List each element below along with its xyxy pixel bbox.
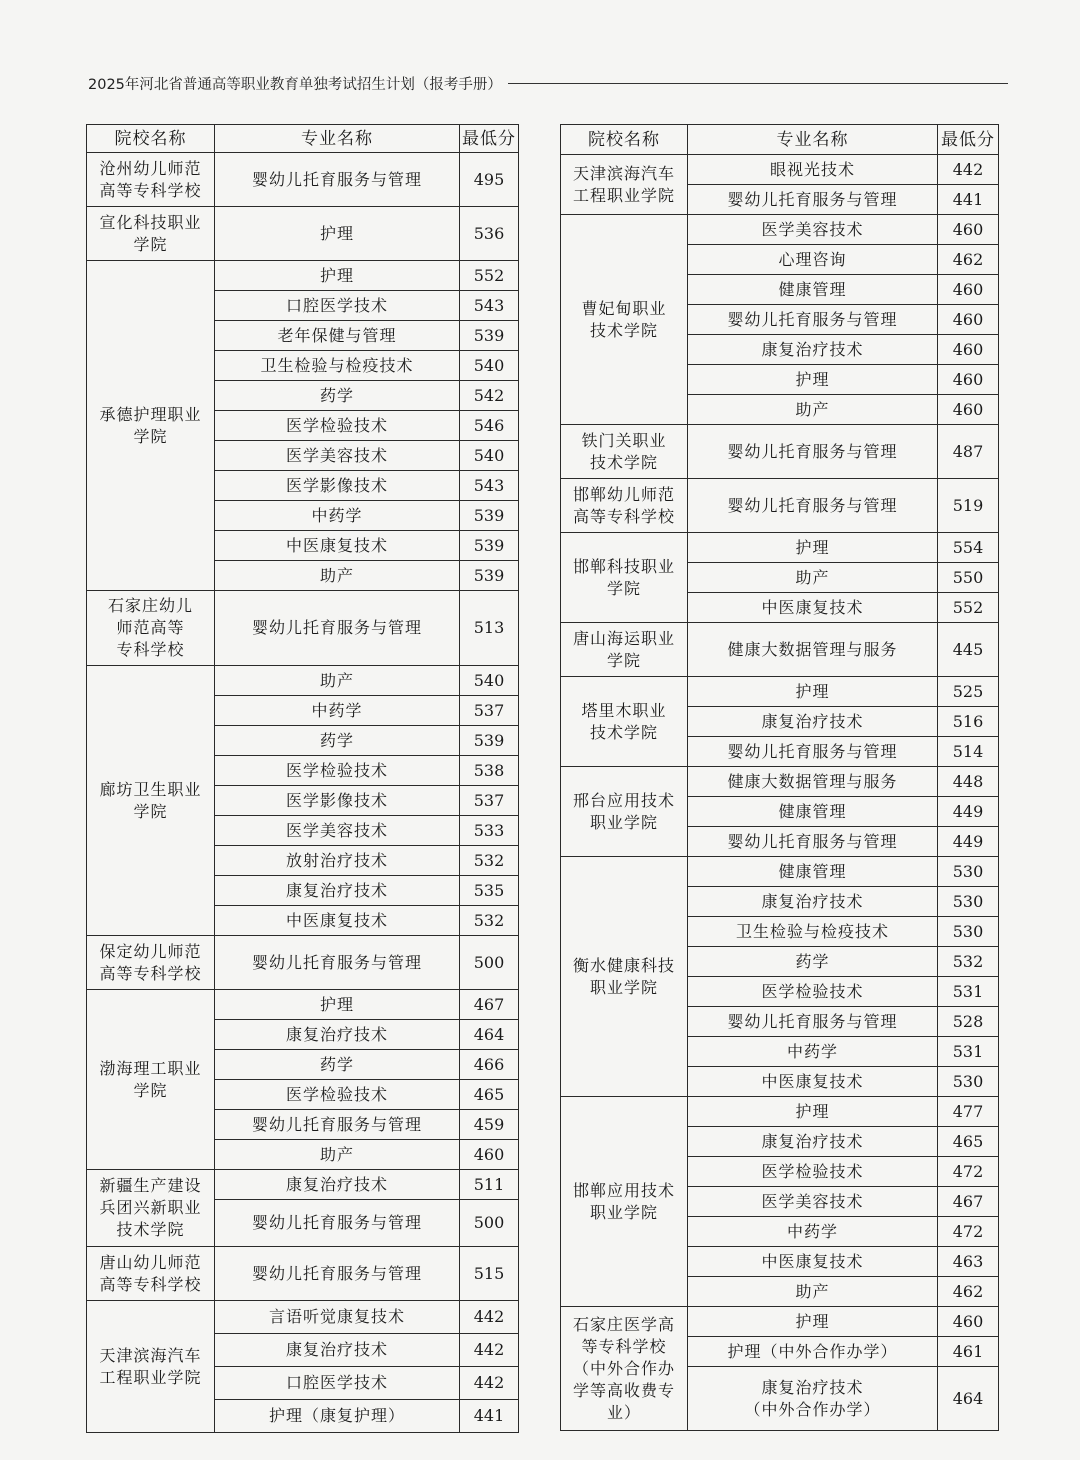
table-row [561, 425, 999, 479]
min-score-cell: 535 [460, 876, 519, 906]
min-score-cell: 460 [938, 1307, 999, 1337]
major-name-cell: 护理 [215, 261, 460, 291]
school-name-cell: 曹妃甸职业 技术学院 [561, 215, 688, 425]
major-name-cell: 中医康复技术 [215, 906, 460, 936]
major-name-cell: 婴幼儿托育服务与管理 [688, 827, 938, 857]
school-name-cell: 邯郸幼儿师范 高等专科学校 [561, 479, 688, 533]
major-name-cell: 康复治疗技术 [688, 1127, 938, 1157]
school-name-cell: 唐山海运职业 学院 [561, 623, 688, 677]
major-name-cell: 健康管理 [688, 857, 938, 887]
major-name-cell: 中医康复技术 [215, 531, 460, 561]
header-rule [508, 83, 1008, 84]
major-name-cell: 口腔医学技术 [215, 1367, 460, 1400]
min-score-cell: 539 [460, 561, 519, 591]
min-score-cell: 464 [938, 1367, 999, 1431]
min-score-cell: 449 [938, 797, 999, 827]
major-name-cell: 护理（中外合作办学） [688, 1337, 938, 1367]
min-score-cell: 536 [460, 207, 519, 261]
table-row [87, 261, 519, 291]
min-score-cell: 530 [938, 1067, 999, 1097]
major-name-cell: 康复治疗技术 [215, 1170, 460, 1200]
major-name-cell: 婴幼儿托育服务与管理 [215, 1247, 460, 1301]
school-name-cell: 渤海理工职业 学院 [87, 990, 215, 1170]
major-name-cell: 医学检验技术 [215, 1080, 460, 1110]
table-row [561, 1307, 999, 1337]
major-name-cell: 中医康复技术 [688, 1067, 938, 1097]
min-score-cell: 460 [938, 275, 999, 305]
min-score-cell: 543 [460, 471, 519, 501]
major-name-cell: 眼视光技术 [688, 155, 938, 185]
right-score-table [560, 124, 999, 1431]
min-score-cell: 554 [938, 533, 999, 563]
major-name-cell: 护理 [688, 1307, 938, 1337]
major-name-cell: 康复治疗技术 [215, 1020, 460, 1050]
major-name-cell: 助产 [215, 1140, 460, 1170]
table-row [87, 153, 519, 207]
major-name-cell: 医学检验技术 [215, 756, 460, 786]
major-name-cell: 中医康复技术 [688, 1247, 938, 1277]
min-score-cell: 539 [460, 726, 519, 756]
min-score-cell: 530 [938, 917, 999, 947]
min-score-cell: 445 [938, 623, 999, 677]
major-name-cell: 医学美容技术 [688, 1187, 938, 1217]
major-name-cell: 医学美容技术 [215, 816, 460, 846]
major-name-cell: 老年保健与管理 [215, 321, 460, 351]
min-score-cell: 467 [460, 990, 519, 1020]
school-name-cell: 新疆生产建设 兵团兴新职业 技术学院 [87, 1170, 215, 1247]
major-name-cell: 药学 [215, 381, 460, 411]
table-row [561, 215, 999, 245]
school-name-cell: 廊坊卫生职业 学院 [87, 666, 215, 936]
major-name-cell: 护理 [215, 207, 460, 261]
school-name-cell: 保定幼儿师范 高等专科学校 [87, 936, 215, 990]
min-score-cell: 472 [938, 1157, 999, 1187]
min-score-cell: 500 [460, 936, 519, 990]
min-score-cell: 442 [460, 1334, 519, 1367]
min-score-cell: 532 [938, 947, 999, 977]
major-name-cell: 医学影像技术 [215, 786, 460, 816]
min-score-cell: 552 [938, 593, 999, 623]
min-score-cell: 460 [938, 305, 999, 335]
major-name-cell: 健康管理 [688, 275, 938, 305]
col-header-score: 最低分 [938, 125, 999, 155]
major-name-cell: 口腔医学技术 [215, 291, 460, 321]
school-name-cell: 邯郸应用技术 职业学院 [561, 1097, 688, 1307]
major-name-cell: 康复治疗技术 [215, 1334, 460, 1367]
min-score-cell: 465 [938, 1127, 999, 1157]
major-name-cell: 医学检验技术 [688, 1157, 938, 1187]
major-name-cell: 婴幼儿托育服务与管理 [215, 936, 460, 990]
min-score-cell: 538 [460, 756, 519, 786]
school-name-cell: 石家庄医学高 等专科学校 （中外合作办 学等高收费专 业） [561, 1307, 688, 1431]
min-score-cell: 463 [938, 1247, 999, 1277]
major-name-cell: 护理 [688, 1097, 938, 1127]
major-name-cell: 中药学 [215, 501, 460, 531]
min-score-cell: 511 [460, 1170, 519, 1200]
col-header-school: 院校名称 [561, 125, 688, 155]
school-name-cell: 承德护理职业 学院 [87, 261, 215, 591]
major-name-cell: 婴幼儿托育服务与管理 [215, 591, 460, 666]
table-row [87, 936, 519, 990]
min-score-cell: 530 [938, 887, 999, 917]
col-header-major: 专业名称 [688, 125, 938, 155]
table-row [561, 479, 999, 533]
min-score-cell: 515 [460, 1247, 519, 1301]
min-score-cell: 495 [460, 153, 519, 207]
major-name-cell: 婴幼儿托育服务与管理 [215, 1110, 460, 1140]
major-name-cell: 中药学 [688, 1217, 938, 1247]
school-name-cell: 宣化科技职业 学院 [87, 207, 215, 261]
min-score-cell: 460 [938, 215, 999, 245]
table-row [87, 1170, 519, 1200]
min-score-cell: 530 [938, 857, 999, 887]
major-name-cell: 卫生检验与检疫技术 [215, 351, 460, 381]
min-score-cell: 461 [938, 1337, 999, 1367]
table-row [87, 207, 519, 261]
major-name-cell: 康复治疗技术 [688, 887, 938, 917]
major-name-cell: 婴幼儿托育服务与管理 [688, 305, 938, 335]
min-score-cell: 442 [938, 155, 999, 185]
table-row [561, 767, 999, 797]
school-name-cell: 石家庄幼儿 师范高等 专科学校 [87, 591, 215, 666]
major-name-cell: 健康大数据管理与服务 [688, 623, 938, 677]
major-name-cell: 康复治疗技术 [215, 876, 460, 906]
min-score-cell: 514 [938, 737, 999, 767]
major-name-cell: 婴幼儿托育服务与管理 [688, 737, 938, 767]
major-name-cell: 康复治疗技术 [688, 707, 938, 737]
min-score-cell: 533 [460, 816, 519, 846]
min-score-cell: 464 [460, 1020, 519, 1050]
school-name-cell: 铁门关职业 技术学院 [561, 425, 688, 479]
major-name-cell: 婴幼儿托育服务与管理 [688, 1007, 938, 1037]
major-name-cell: 婴幼儿托育服务与管理 [688, 185, 938, 215]
col-header-school: 院校名称 [87, 125, 215, 153]
min-score-cell: 462 [938, 245, 999, 275]
min-score-cell: 552 [460, 261, 519, 291]
major-name-cell: 药学 [688, 947, 938, 977]
major-name-cell: 婴幼儿托育服务与管理 [688, 479, 938, 533]
major-name-cell: 医学美容技术 [688, 215, 938, 245]
page-header [88, 72, 1008, 94]
school-name-cell: 唐山幼儿师范 高等专科学校 [87, 1247, 215, 1301]
min-score-cell: 531 [938, 977, 999, 1007]
col-header-score: 最低分 [460, 125, 519, 153]
major-name-cell: 药学 [215, 726, 460, 756]
min-score-cell: 472 [938, 1217, 999, 1247]
min-score-cell: 462 [938, 1277, 999, 1307]
min-score-cell: 442 [460, 1301, 519, 1334]
table-row [87, 666, 519, 696]
table-row [561, 677, 999, 707]
table-row [561, 1097, 999, 1127]
min-score-cell: 532 [460, 846, 519, 876]
major-name-cell: 助产 [688, 1277, 938, 1307]
major-name-cell: 健康管理 [688, 797, 938, 827]
min-score-cell: 550 [938, 563, 999, 593]
table-row [87, 990, 519, 1020]
major-name-cell: 中药学 [688, 1037, 938, 1067]
major-name-cell: 护理 [688, 677, 938, 707]
min-score-cell: 542 [460, 381, 519, 411]
min-score-cell: 516 [938, 707, 999, 737]
major-name-cell: 婴幼儿托育服务与管理 [215, 1200, 460, 1247]
table-header-row [87, 125, 519, 153]
min-score-cell: 487 [938, 425, 999, 479]
major-name-cell: 助产 [215, 561, 460, 591]
min-score-cell: 460 [938, 395, 999, 425]
min-score-cell: 540 [460, 666, 519, 696]
table-row [561, 533, 999, 563]
min-score-cell: 477 [938, 1097, 999, 1127]
major-name-cell: 医学检验技术 [688, 977, 938, 1007]
min-score-cell: 539 [460, 321, 519, 351]
major-name-cell: 护理 [688, 365, 938, 395]
min-score-cell: 460 [460, 1140, 519, 1170]
min-score-cell: 531 [938, 1037, 999, 1067]
min-score-cell: 539 [460, 501, 519, 531]
page-title: 2025年河北省普通高等职业教育单独考试招生计划（报考手册） [88, 76, 502, 93]
min-score-cell: 466 [460, 1050, 519, 1080]
table-row [87, 591, 519, 666]
major-name-cell: 助产 [688, 563, 938, 593]
major-name-cell: 护理 [688, 533, 938, 563]
min-score-cell: 513 [460, 591, 519, 666]
table-row [561, 623, 999, 677]
major-name-cell: 护理（康复护理） [215, 1400, 460, 1433]
min-score-cell: 525 [938, 677, 999, 707]
min-score-cell: 460 [938, 365, 999, 395]
min-score-cell: 537 [460, 696, 519, 726]
min-score-cell: 519 [938, 479, 999, 533]
major-name-cell: 婴幼儿托育服务与管理 [688, 425, 938, 479]
min-score-cell: 528 [938, 1007, 999, 1037]
min-score-cell: 537 [460, 786, 519, 816]
school-name-cell: 天津滨海汽车 工程职业学院 [87, 1301, 215, 1433]
min-score-cell: 442 [460, 1367, 519, 1400]
min-score-cell: 540 [460, 351, 519, 381]
min-score-cell: 449 [938, 827, 999, 857]
table-row [87, 1301, 519, 1334]
major-name-cell: 医学美容技术 [215, 441, 460, 471]
min-score-cell: 500 [460, 1200, 519, 1247]
left-score-table [86, 124, 519, 1433]
table-row [561, 155, 999, 185]
major-name-cell: 卫生检验与检疫技术 [688, 917, 938, 947]
major-name-cell: 助产 [215, 666, 460, 696]
table-row [561, 857, 999, 887]
min-score-cell: 459 [460, 1110, 519, 1140]
school-name-cell: 邯郸科技职业 学院 [561, 533, 688, 623]
major-name-cell: 药学 [215, 1050, 460, 1080]
major-name-cell: 婴幼儿托育服务与管理 [215, 153, 460, 207]
major-name-cell: 护理 [215, 990, 460, 1020]
min-score-cell: 448 [938, 767, 999, 797]
min-score-cell: 532 [460, 906, 519, 936]
min-score-cell: 467 [938, 1187, 999, 1217]
col-header-major: 专业名称 [215, 125, 460, 153]
min-score-cell: 543 [460, 291, 519, 321]
school-name-cell: 天津滨海汽车 工程职业学院 [561, 155, 688, 215]
major-name-cell: 助产 [688, 395, 938, 425]
school-name-cell: 塔里木职业 技术学院 [561, 677, 688, 767]
major-name-cell: 中药学 [215, 696, 460, 726]
school-name-cell: 衡水健康科技 职业学院 [561, 857, 688, 1097]
major-name-cell: 健康大数据管理与服务 [688, 767, 938, 797]
min-score-cell: 460 [938, 335, 999, 365]
major-name-cell: 心理咨询 [688, 245, 938, 275]
major-name-cell: 康复治疗技术 （中外合作办学） [688, 1367, 938, 1431]
major-name-cell: 言语听觉康复技术 [215, 1301, 460, 1334]
major-name-cell: 康复治疗技术 [688, 335, 938, 365]
major-name-cell: 医学检验技术 [215, 411, 460, 441]
table-header-row [561, 125, 999, 155]
min-score-cell: 540 [460, 441, 519, 471]
school-name-cell: 沧州幼儿师范 高等专科学校 [87, 153, 215, 207]
major-name-cell: 医学影像技术 [215, 471, 460, 501]
major-name-cell: 放射治疗技术 [215, 846, 460, 876]
table-row [87, 1247, 519, 1301]
min-score-cell: 441 [460, 1400, 519, 1433]
min-score-cell: 465 [460, 1080, 519, 1110]
min-score-cell: 441 [938, 185, 999, 215]
min-score-cell: 539 [460, 531, 519, 561]
major-name-cell: 中医康复技术 [688, 593, 938, 623]
min-score-cell: 546 [460, 411, 519, 441]
school-name-cell: 邢台应用技术 职业学院 [561, 767, 688, 857]
